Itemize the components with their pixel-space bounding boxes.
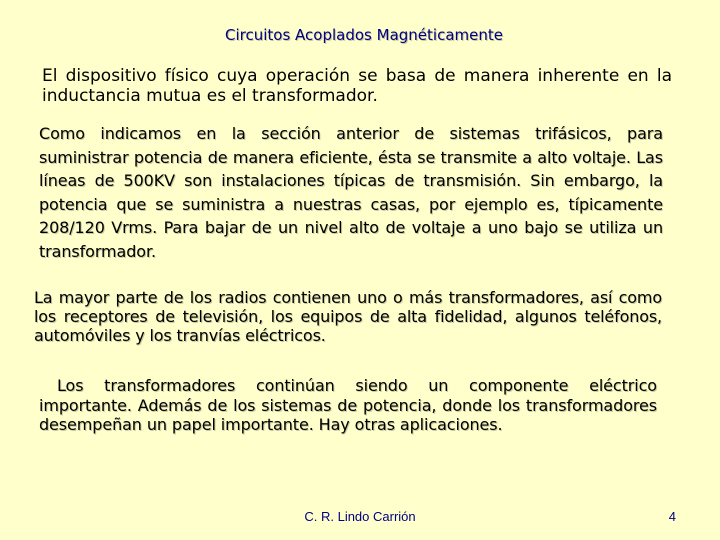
paragraph-importance-text: Los transformadores continúan siendo un componente eléctrico importante. Además de los sistemas de potencia, donde los transformadores desempeñan un papel importante. Hay otras aplicaciones. bbox=[39, 376, 657, 434]
paragraph-importance bbox=[39, 376, 657, 435]
page-number: 4 bbox=[668, 509, 676, 524]
paragraph-applications: La mayor parte de los radios contienen uno o más transformadores, así como los receptores de televisión, los equipos de alta fidelidad, algunos teléfonos, automóviles y los tranvías eléctricos. bbox=[34, 288, 662, 345]
paragraph-intro: El dispositivo físico cuya operación se basa de manera inherente en la inductancia mutua es el transformador. bbox=[42, 66, 672, 106]
paragraph-transmission: Como indicamos en la sección anterior de sistemas trifásicos, para suministrar potencia de manera eficiente, ésta se transmite a alto voltaje. Las líneas de 500KV son instalaciones típicas de transmisión. Sin embargo, la potencia que se suministra a nuestras casas, por ejemplo es, típicamente 208/120 Vrms. Para bajar de un nivel alto de voltaje a uno bajo se utiliza un transformador. bbox=[39, 124, 663, 261]
author-footer: C. R. Lindo Carrión bbox=[304, 509, 416, 524]
slide-title: Circuitos Acoplados Magnéticamente bbox=[225, 26, 503, 44]
